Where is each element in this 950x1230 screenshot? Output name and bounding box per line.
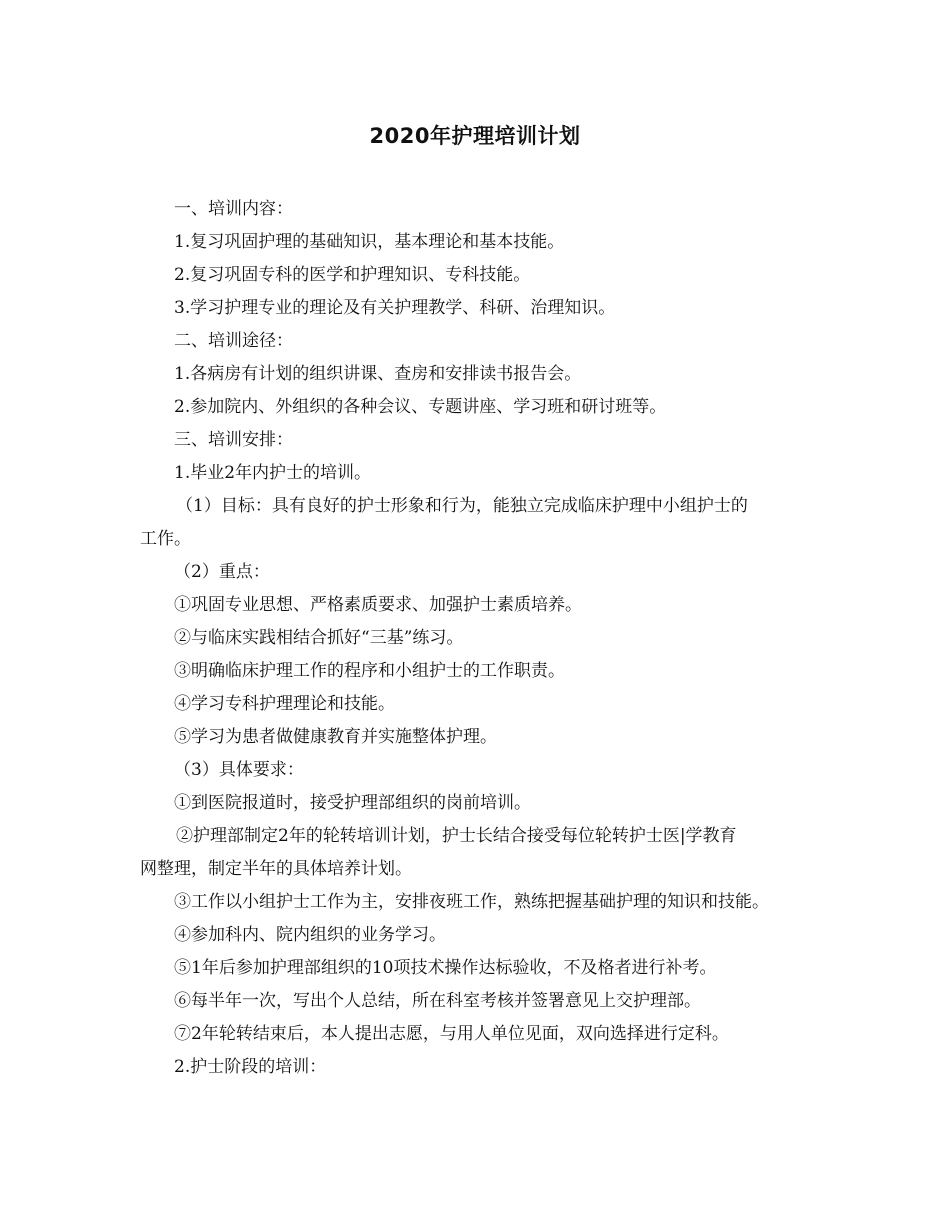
goal-paragraph: [140, 490, 830, 556]
section-heading-arrangement: 三、培训安排：: [174, 430, 293, 450]
list-item: ①巩固专业思想、严格素质要求、加强护士素质培养。: [174, 595, 582, 615]
list-item: ②与临床实践相结合抓好“三基”练习。: [174, 628, 464, 648]
section-heading-methods: 二、培训途径：: [174, 331, 293, 351]
goal-line: 工作。: [140, 529, 191, 549]
document-body: [140, 193, 830, 1084]
list-item: ⑥每半年一次，写出个人总结，所在科室考核并签署意见上交护理部。: [174, 991, 701, 1011]
list-item: ①到医院报道时，接受护理部组织的岗前培训。: [174, 793, 531, 813]
focus-heading: （2）重点：: [174, 562, 270, 582]
list-item: ③明确临床护理工作的程序和小组护士的工作职责。: [174, 661, 565, 681]
list-item-wrapped: [140, 820, 830, 886]
list-item: ⑦2年轮转结束后，本人提出志愿，与用人单位见面，双向选择进行定科。: [174, 1024, 729, 1044]
paragraph: 1.复习巩固护理的基础知识，基本理论和基本技能。: [174, 232, 565, 252]
goal-line: （1）目标：具有良好的护士形象和行为，能独立完成临床护理中小组护士的: [176, 496, 748, 516]
paragraph: 2.参加院内、外组织的各种会议、专题讲座、学习班和研讨班等。: [174, 397, 667, 417]
paragraph: 1.毕业2年内护士的培训。: [174, 463, 372, 483]
paragraph: 2.护士阶段的培训：: [174, 1057, 327, 1077]
list-item: ⑤学习为患者做健康教育并实施整体护理。: [174, 727, 497, 747]
list-item: ③工作以小组护士工作为主，安排夜班工作，熟练把握基础护理的知识和技能。: [174, 892, 769, 912]
list-item: ④学习专科护理理论和技能。: [174, 694, 395, 714]
paragraph: 1.各病房有计划的组织讲课、查房和安排读书报告会。: [174, 364, 582, 384]
paragraph: 2.复习巩固专科的医学和护理知识、专科技能。: [174, 265, 531, 285]
paragraph: 3.学习护理专业的理论及有关护理教学、科研、治理知识。: [174, 298, 616, 318]
list-item-line: 网整理，制定半年的具体培养计划。: [140, 859, 412, 879]
section-heading-content: 一、培训内容：: [174, 199, 293, 219]
document-title: 2020年护理培训计划: [369, 124, 581, 148]
requirements-heading: （3）具体要求：: [174, 760, 304, 780]
list-item: ④参加科内、院内组织的业务学习。: [174, 925, 446, 945]
list-item: ⑤1年后参加护理部组织的10项技术操作达标验收，不及格者进行补考。: [174, 958, 717, 978]
list-item-line: ②护理部制定2年的轮转培训计划，护士长结合接受每位轮转护士医|学教育: [176, 826, 737, 846]
